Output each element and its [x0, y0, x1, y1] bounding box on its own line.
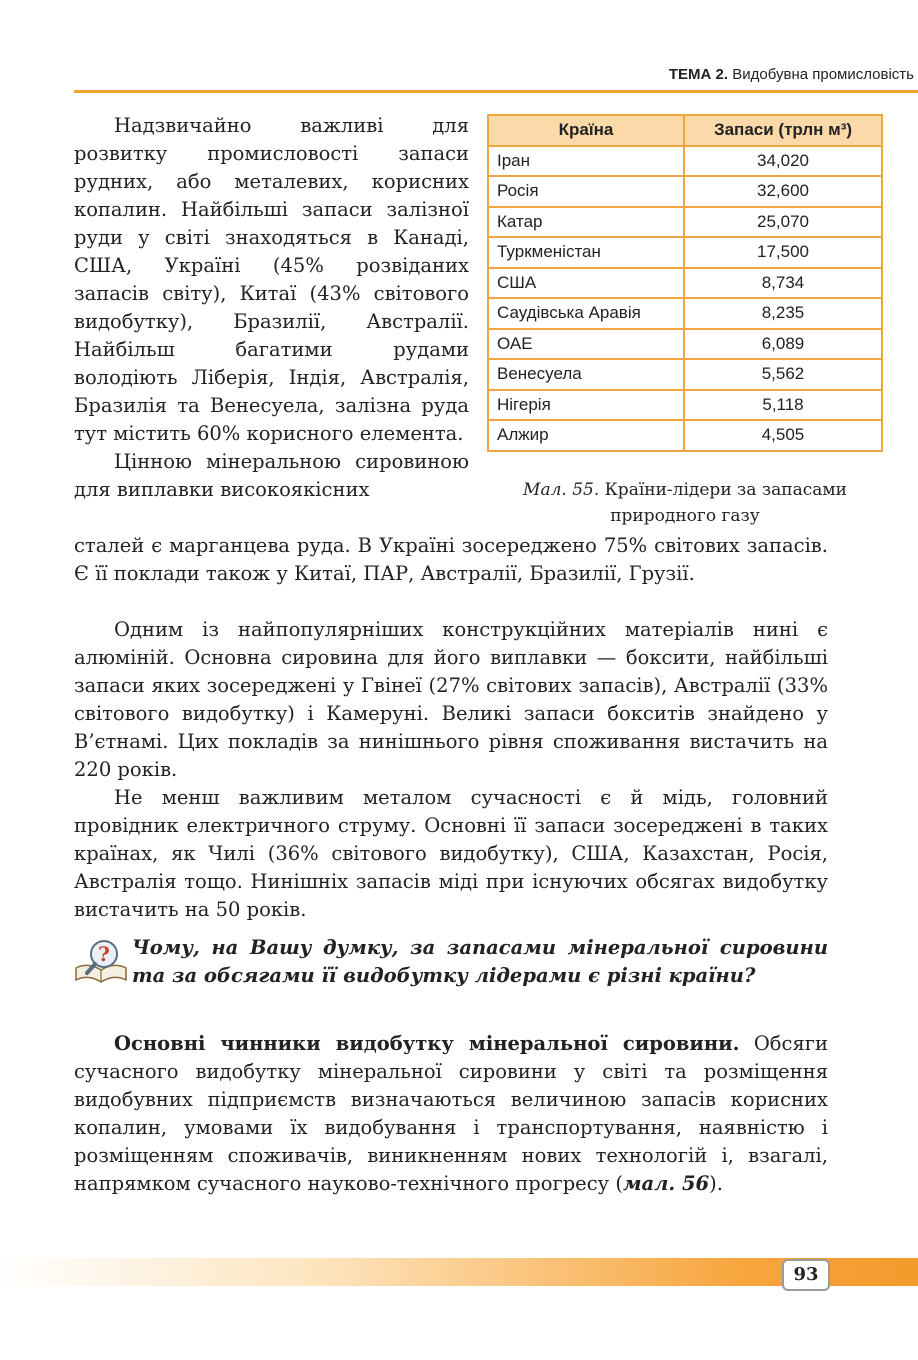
table-row: [488, 359, 882, 390]
left-column: [74, 112, 469, 504]
cell-value: 25,070: [684, 207, 882, 238]
figure-reference: мал. 56: [622, 1172, 710, 1195]
cell-country: Саудівська Аравія: [488, 298, 684, 329]
cell-value: 5,118: [684, 390, 882, 421]
page-header: [74, 66, 914, 83]
table-row: [488, 268, 882, 299]
page-number: 93: [782, 1259, 830, 1291]
footer-band: [0, 1258, 918, 1286]
paragraph-factors: [74, 1030, 828, 1198]
cell-country: Алжир: [488, 420, 684, 451]
cell-country: Венесуела: [488, 359, 684, 390]
cell-country: США: [488, 268, 684, 299]
table-row: [488, 207, 882, 238]
table-row: [488, 176, 882, 207]
paragraph-manganese-start: Цінною мінеральною сировиною для виплавки високоякісних: [74, 450, 469, 501]
discussion-question: Чому, на Вашу думку, за запасами мінеральної сировини та за обсягами її видобутку лідерами є різні країни?: [132, 936, 828, 987]
paragraph-manganese-end: сталей є марганцева руда. В Україні зосереджено 75% світових запасів. Є її поклади також у Китаї, ПАР, Австралії, Бразилії, Грузії.: [74, 534, 828, 585]
cell-value: 5,562: [684, 359, 882, 390]
factors-heading: Основні чинники видобутку мінеральної сировини.: [114, 1032, 740, 1055]
header-country: Країна: [488, 115, 684, 146]
table-row: [488, 420, 882, 451]
cell-country: ОАЕ: [488, 329, 684, 360]
theme-title: Видобувна промисловість: [732, 66, 914, 83]
caption-text: Країни-лідери за запасами природного газу: [599, 480, 847, 526]
cell-value: 8,235: [684, 298, 882, 329]
svg-text:?: ?: [98, 942, 110, 966]
header-reserves: Запаси (трлн м³): [684, 115, 882, 146]
cell-country: Туркменістан: [488, 237, 684, 268]
cell-country: Росія: [488, 176, 684, 207]
gas-reserves-table: [487, 114, 883, 452]
book-question-icon: [74, 938, 128, 984]
cell-country: Нігерія: [488, 390, 684, 421]
factors-text: Обсяги сучасного видобутку мінеральної сировини у світі та розміщення видобувних підприємств визначаються величиною запасів корисних копалин, умовами їх видобування і транспортування, наявністю і розміщенням споживачів, виникненням нових технологій і, взагалі, напрямком сучасного науково-технічного прогресу (: [74, 1032, 828, 1195]
paragraph-copper: Не менш важливим металом сучасності є й мідь, головний провідник електричного струму. Основні її запаси зосереджені в таких країнах, як Чилі (36% світового видобутку), США, Казахстан, Росія, Австралія тощо. Нинішніх запасів міді при існуючих обсягах видобутку вистачить на 50 років.: [74, 786, 828, 921]
paragraph-iron-ore: Надзвичайно важливі для розвитку промисловості запаси рудних, або металевих, корисних копалин. Найбільші запаси залізної руди у світі знаходяться в Канаді, США, Україні (45% розвіданих запасів світу), Китаї (43% світового видобутку), Бразилії, Австралії. Найбільш багатими рудами володіють Ліберія, Індія, Австралія, Бразилія та Венесуела, залізна руда тут містить 60% корисного елемента.: [74, 114, 469, 445]
table-row: [488, 298, 882, 329]
table-row: [488, 390, 882, 421]
figure-caption: [487, 477, 883, 529]
theme-label: ТЕМА 2.: [668, 66, 729, 83]
cell-value: 8,734: [684, 268, 882, 299]
table-row: [488, 329, 882, 360]
table-row: [488, 237, 882, 268]
paragraph-aluminium: Одним із найпопулярніших конструкційних матеріалів нині є алюміній. Основна сировина для його виплавки — боксити, найбільші запаси яких зосереджені у Гвінеї (27% світових запасів), Австралії (33% світового видобутку) і Камеруні. Великі запаси бокситів знайдено у В’єтнамі. Цих покладів за нинішнього рівня споживання вистачить на 220 років.: [74, 618, 828, 781]
cell-value: 17,500: [684, 237, 882, 268]
cell-country: Іран: [488, 146, 684, 177]
cell-country: Катар: [488, 207, 684, 238]
factors-end: ).: [709, 1172, 723, 1195]
cell-value: 6,089: [684, 329, 882, 360]
cell-value: 4,505: [684, 420, 882, 451]
cell-value: 32,600: [684, 176, 882, 207]
table-header-row: [488, 115, 882, 146]
caption-label: Мал. 55.: [523, 480, 600, 500]
header-rule: [74, 90, 918, 93]
table-row: [488, 146, 882, 177]
cell-value: 34,020: [684, 146, 882, 177]
